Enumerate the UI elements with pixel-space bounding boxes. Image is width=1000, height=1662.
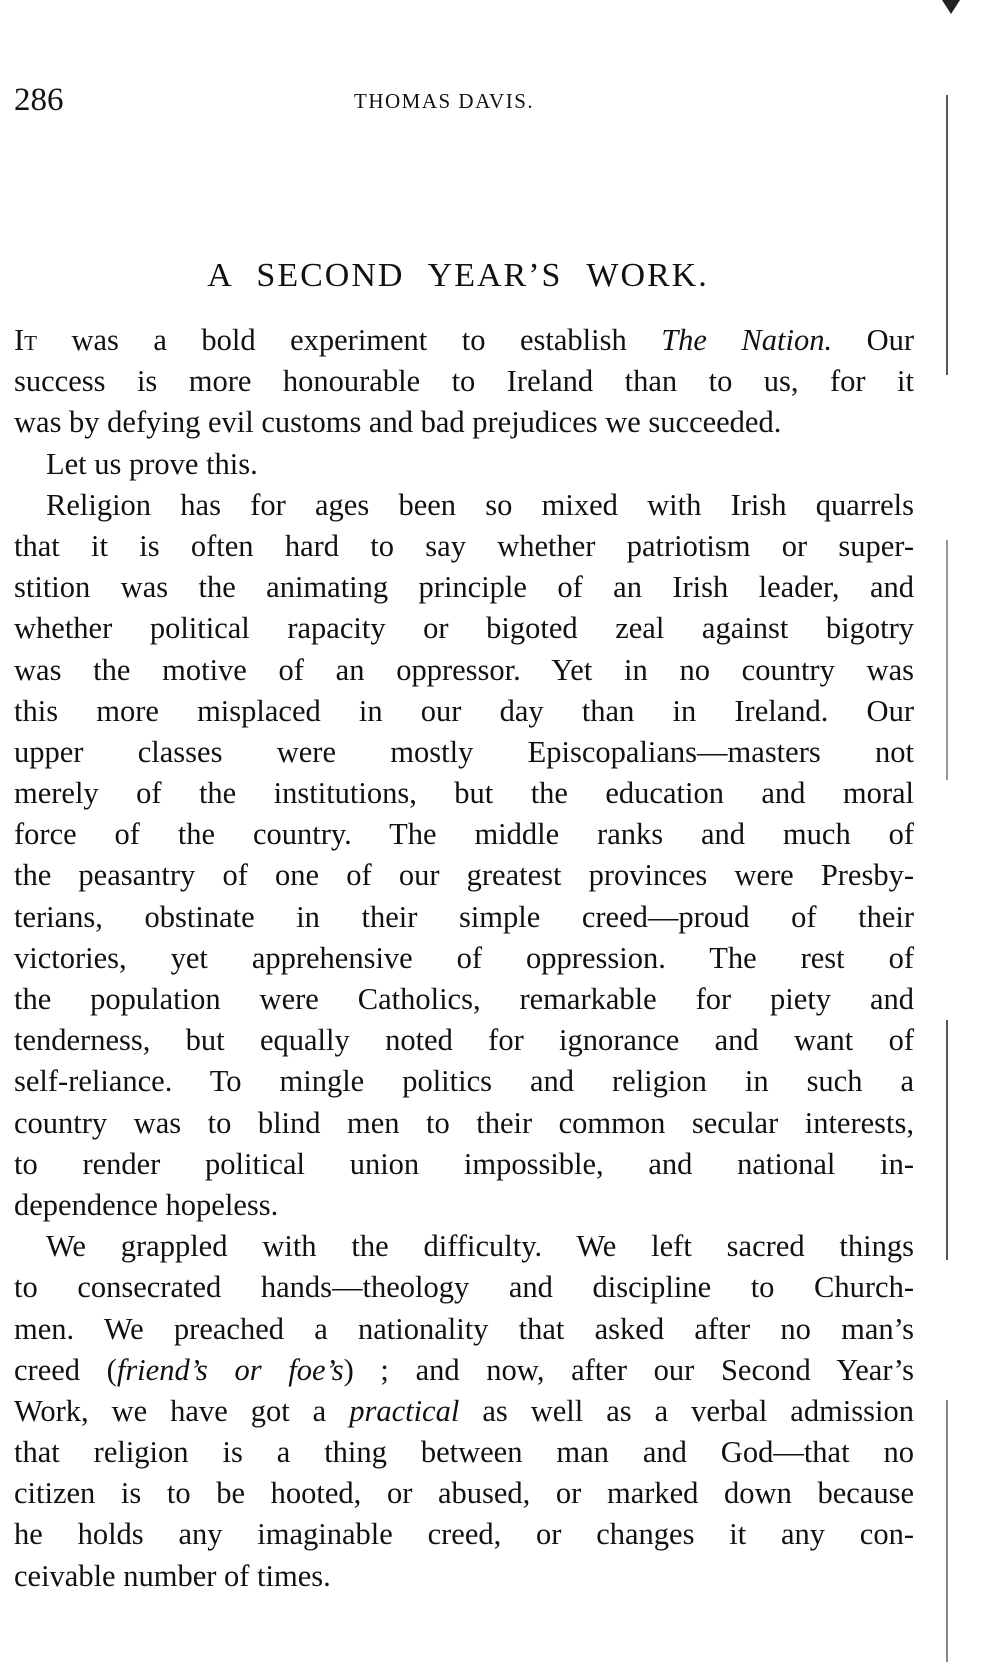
line-segment: Our: [832, 323, 915, 357]
text-line: [14, 1391, 914, 1432]
text-line: victories, yet apprehensive of oppression. The rest of: [14, 940, 914, 975]
paragraph: [14, 320, 914, 444]
text-line: We grappled with the difficulty. We left sacred things: [46, 1229, 914, 1264]
text-line: this more misplaced in our day than in Ireland. Our: [14, 693, 914, 728]
text-line: stition was the animating principle of an Irish leader, and: [14, 570, 914, 605]
text-line: that it is often hard to say whether patriotism or super-: [14, 528, 914, 563]
paragraph: [14, 485, 914, 1226]
text-line: [14, 320, 914, 361]
text-line: merely of the institutions, but the education and moral: [14, 776, 914, 811]
text-line: self-reliance. To mingle politics and religion in such a: [14, 1064, 914, 1099]
italic-word: practical: [349, 1393, 460, 1428]
page-edge-shadow: [946, 1400, 948, 1662]
publication-title: The Nation.: [661, 323, 833, 357]
text-line: the peasantry of one of our greatest provinces were Presby-: [14, 858, 914, 893]
text-line: that religion is a thing between man and God—that no: [14, 1435, 914, 1470]
text-line: tenderness, but equally noted for ignorance and want of: [14, 1023, 914, 1058]
page-number: 286: [14, 82, 64, 118]
line-segment: was a bold experiment to establish: [36, 323, 662, 357]
text-line: country was to blind men to their common secular interests,: [14, 1105, 914, 1140]
page-edge-shadow: [946, 540, 948, 780]
text-line: success is more honourable to Ireland than to us, for it: [14, 364, 914, 399]
paragraph: [14, 444, 914, 485]
text-line: was the motive of an oppressor. Yet in no country was: [14, 652, 914, 687]
line-segment: Work, we have got a: [14, 1393, 350, 1428]
text-line: he holds any imaginable creed, or changes it any con-: [14, 1517, 914, 1552]
text-line: the population were Catholics, remarkable for piety and: [14, 982, 914, 1016]
line-segment: as well as a verbal admission: [459, 1393, 914, 1428]
text-line: whether political rapacity or bigoted zeal against bigotry: [14, 611, 914, 646]
page-edge-shadow: [946, 1020, 948, 1260]
text-line: Religion has for ages been so mixed with Irish quarrels: [46, 487, 914, 522]
text-line: Let us prove this.: [46, 446, 258, 481]
paragraph: [14, 1226, 914, 1597]
line-segment: ) ; and now, after our Second Year’s: [343, 1352, 914, 1387]
text-line: terians, obstinate in their simple creed—proud of their: [14, 899, 914, 934]
body-text: [14, 320, 914, 1597]
text-line: was by defying evil customs and bad prejudices we succeeded.: [14, 405, 782, 440]
italic-phrase: friend’s or foe’s: [116, 1352, 344, 1387]
text-line: to render political union impossible, and national in-: [14, 1146, 914, 1181]
page-edge-shadow: [946, 95, 948, 375]
running-title: THOMAS DAVIS.: [354, 89, 535, 113]
running-head: [14, 80, 914, 120]
text-line: men. We preached a nationality that asked after no man’s: [14, 1311, 914, 1346]
text-line: to consecrated hands—theology and discipline to Church-: [14, 1270, 914, 1305]
text-line: upper classes were mostly Episcopalians—masters not: [14, 734, 914, 769]
line-segment: creed (: [14, 1352, 117, 1387]
text-line: [14, 1350, 914, 1391]
text-line: force of the country. The middle ranks and much of: [14, 817, 914, 852]
text-line: dependence hopeless.: [14, 1187, 279, 1222]
drop-word: It: [14, 323, 37, 357]
text-line: ceivable number of times.: [14, 1558, 331, 1593]
chapter-title: A SECOND YEAR’S WORK.: [207, 257, 709, 294]
page-corner-mark: [942, 0, 960, 14]
text-line: citizen is to be hooted, or abused, or marked down because: [14, 1476, 914, 1511]
